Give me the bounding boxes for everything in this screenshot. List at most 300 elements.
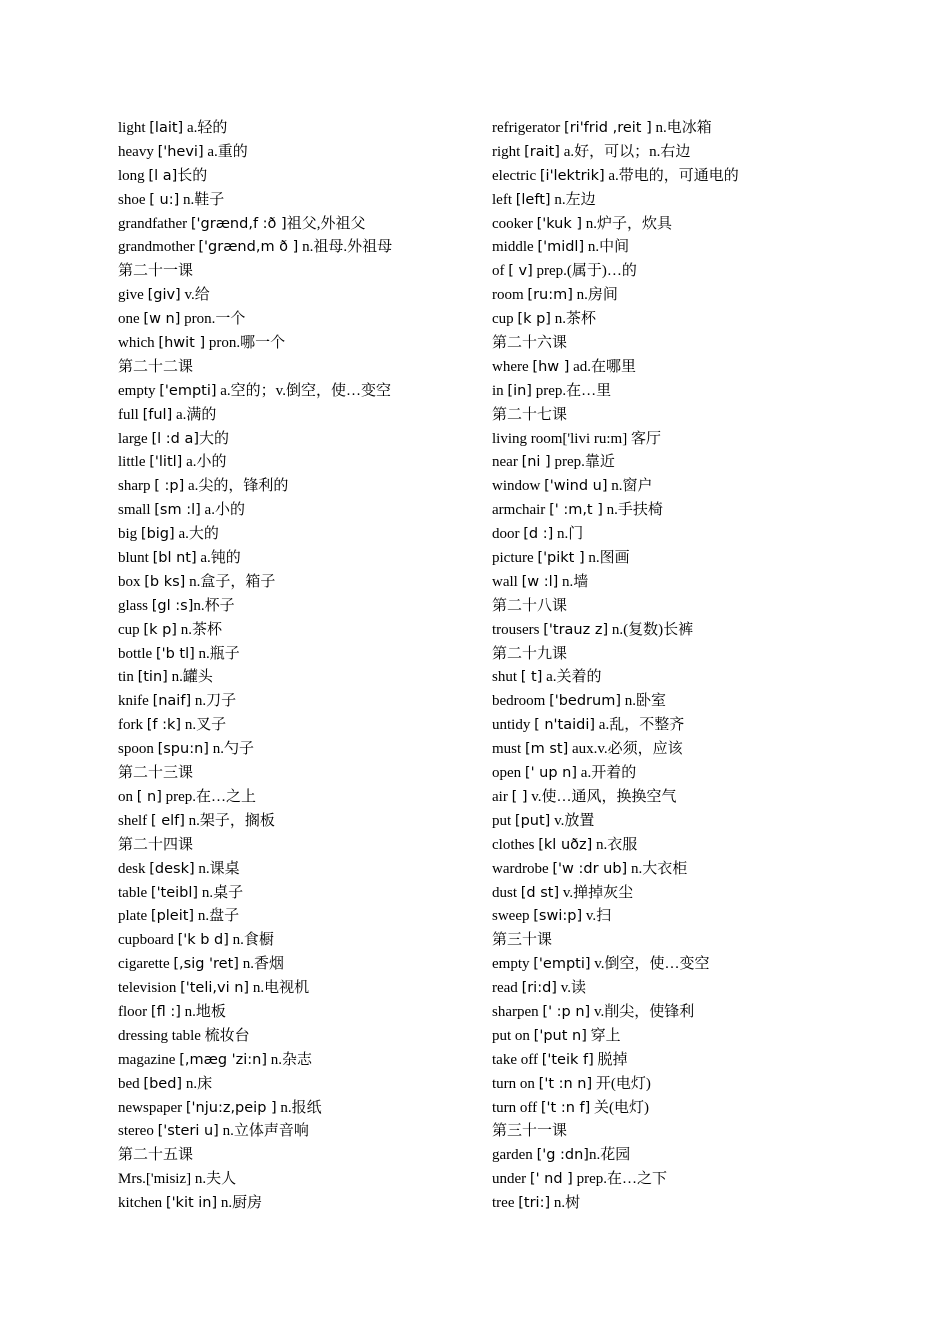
phonetic: [hw ] (532, 358, 570, 375)
phonetic: [ni ] (521, 454, 551, 471)
right-column (492, 117, 872, 1216)
definition: v.给 (180, 287, 210, 304)
vocab-entry (492, 905, 872, 929)
phonetic: ['empti] (533, 956, 591, 973)
phonetic: [' :m,t ] (549, 502, 603, 519)
vocab-word: 第二十六课 (492, 335, 568, 352)
vocab-entry (118, 1025, 478, 1049)
vocab-word: fork (118, 717, 147, 734)
definition: n.花园 (588, 1147, 631, 1164)
vocab-entry (118, 380, 478, 404)
vocab-entry (118, 810, 478, 834)
vocab-entry (118, 1001, 478, 1025)
phonetic: [d :] (523, 526, 554, 543)
vocab-entry (118, 475, 478, 499)
vocab-word: clothes (492, 836, 539, 853)
vocab-word: door (492, 526, 524, 543)
definition: n.手扶椅 (602, 502, 663, 519)
vocab-entry (492, 595, 872, 619)
phonetic: [fl :] (150, 1003, 181, 1020)
definition: 客厅 (627, 430, 661, 447)
vocab-word: empty (118, 382, 160, 399)
phonetic: [ v] (508, 263, 533, 280)
vocab-word: middle (492, 239, 538, 256)
vocab-word: near (492, 454, 522, 471)
vocab-word: grandmother (118, 239, 199, 256)
vocab-word: wall (492, 573, 522, 590)
definition: n.叉子 (181, 717, 227, 734)
phonetic: [k p] (517, 311, 551, 328)
definition: n.鞋子 (179, 191, 225, 208)
phonetic: ['grænd,m ð ] (198, 239, 299, 256)
definition: a.钝的 (196, 550, 241, 567)
definition: n.盒子，箱子 (185, 573, 276, 590)
vocab-word: window (492, 478, 545, 495)
definition: a.大的 (174, 526, 219, 543)
vocab-word: blunt (118, 550, 153, 567)
vocab-entry (118, 356, 478, 380)
vocab-word: of (492, 263, 509, 280)
phonetic: [d st] (520, 884, 560, 901)
left-column (118, 117, 478, 1216)
vocab-entry (118, 547, 478, 571)
vocab-entry (492, 499, 872, 523)
vocab-entry (492, 810, 872, 834)
definition: n.罐头 (167, 669, 213, 686)
definition: n.课桌 (194, 860, 240, 877)
vocab-word: knife (118, 693, 153, 710)
phonetic: [' up n] (524, 765, 578, 782)
phonetic: ['kit in] (165, 1195, 218, 1212)
vocab-entry (118, 1049, 478, 1073)
vocab-entry (492, 1073, 872, 1097)
definition: a.重的 (203, 143, 248, 160)
vocab-word: television (118, 980, 181, 997)
phonetic: [b ks] (144, 573, 186, 590)
vocab-entry (118, 428, 478, 452)
vocab-entry (492, 977, 872, 1001)
vocab-entry (492, 475, 872, 499)
definition: v.读 (556, 980, 586, 997)
vocab-entry (492, 1025, 872, 1049)
phonetic: [spu:n] (157, 741, 209, 758)
definition: prep.在…里 (531, 382, 612, 399)
vocab-word: grandfather (118, 215, 191, 232)
vocab-word: living room['livi ru:m] (492, 430, 628, 447)
vocab-entry (492, 332, 872, 356)
vocab-word: 第二十五课 (118, 1147, 194, 1164)
phonetic: ['k b d] (177, 932, 229, 949)
phonetic: [' :p n] (542, 1003, 591, 1020)
vocab-word: garden (492, 1147, 537, 1164)
vocab-entry (492, 834, 872, 858)
phonetic: [ful] (142, 406, 173, 423)
vocab-word: take off (492, 1051, 542, 1068)
vocab-word: in (492, 382, 508, 399)
vocab-word: where (492, 358, 533, 375)
definition: n.杂志 (267, 1051, 313, 1068)
vocab-entry (492, 929, 872, 953)
definition: n.卧室 (620, 693, 666, 710)
definition: aux.v.必须，应该 (568, 741, 683, 758)
definition: n.厨房 (217, 1195, 263, 1212)
vocab-word: full (118, 406, 143, 423)
vocab-entry (118, 834, 478, 858)
phonetic: [,sig 'ret] (173, 956, 239, 973)
phonetic: ['g :dn] (536, 1147, 589, 1164)
vocab-word: open (492, 765, 525, 782)
phonetic: [f :k] (146, 717, 182, 734)
definition: n.勺子 (208, 741, 254, 758)
definition: v.放置 (550, 812, 595, 829)
phonetic: [ u:] (149, 191, 180, 208)
phonetic: [ ] (511, 788, 528, 805)
phonetic: [giv] (147, 287, 181, 304)
vocab-word: floor (118, 1003, 151, 1020)
vocab-word: which (118, 335, 159, 352)
vocab-word: 第三十课 (492, 932, 553, 949)
vocab-word: small (118, 502, 155, 519)
definition: a.关着的 (542, 669, 602, 686)
vocab-word: cigarette (118, 956, 174, 973)
definition: v.扫 (582, 908, 612, 925)
vocab-entry (118, 451, 478, 475)
vocab-entry (492, 165, 872, 189)
vocab-entry (492, 786, 872, 810)
definition: 穿上 (586, 1027, 621, 1044)
definition: prep.(属于)…的 (532, 263, 637, 280)
vocab-word: dressing table 梳妆台 (118, 1027, 250, 1044)
vocab-entry (118, 690, 478, 714)
vocab-word: give (118, 287, 148, 304)
vocab-entry (492, 1120, 872, 1144)
definition: 关(电灯) (590, 1099, 650, 1116)
phonetic: ['hevi] (157, 143, 204, 160)
vocab-word: armchair (492, 502, 550, 519)
phonetic: [tri:] (518, 1195, 551, 1212)
phonetic: [lait] (149, 120, 184, 136)
definition: prep.在…之下 (572, 1171, 667, 1188)
definition: 开(电灯) (592, 1075, 651, 1092)
definition: n.床 (182, 1075, 213, 1092)
vocab-entry (492, 1001, 872, 1025)
vocab-word: tree (492, 1195, 519, 1212)
phonetic: [ elf] (150, 812, 185, 829)
definition: n.盘子 (194, 908, 240, 925)
phonetic: ['w :dr ub] (552, 860, 628, 877)
vocab-word: 第二十二课 (118, 358, 194, 375)
definition: pron.一个 (180, 311, 246, 328)
vocab-word: cup (118, 621, 144, 638)
definition: n.杯子 (193, 597, 235, 614)
definition: a.轻的 (183, 120, 228, 136)
vocab-entry (118, 786, 478, 810)
definition: a.开着的 (577, 765, 637, 782)
vocab-entry (118, 189, 478, 213)
vocab-entry (492, 643, 872, 667)
definition: prep.靠近 (550, 454, 615, 471)
phonetic: ['wind u] (544, 478, 608, 495)
vocab-word: little (118, 454, 150, 471)
vocab-word: shelf (118, 812, 151, 829)
vocab-entry (118, 236, 478, 260)
vocab-word: table (118, 884, 151, 901)
definition: a.空的；v.倒空，使…变空 (216, 382, 391, 399)
phonetic: ['teik f] (541, 1051, 594, 1068)
vocab-entry (118, 499, 478, 523)
definition: n.图画 (584, 550, 630, 567)
vocab-word: Mrs.['misiz] (118, 1171, 192, 1188)
vocab-entry (492, 666, 872, 690)
vocab-entry (492, 523, 872, 547)
phonetic: [pleit] (150, 908, 195, 925)
vocab-word: 第二十一课 (118, 263, 194, 280)
definition: a.小的 (182, 454, 227, 471)
definition: a.小的 (200, 502, 245, 519)
definition: n.瓶子 (194, 645, 240, 662)
definition: a.乱，不整齐 (595, 717, 685, 734)
definition: n.大衣柜 (627, 860, 688, 877)
definition: 脱掉 (593, 1051, 628, 1068)
phonetic: [i'lektrik] (539, 167, 605, 184)
phonetic: [kl uðz] (538, 836, 593, 853)
vocab-entry (492, 451, 872, 475)
vocab-entry (118, 284, 478, 308)
vocab-word: light (118, 120, 150, 136)
vocab-word: on (118, 788, 137, 805)
vocab-entry (492, 117, 872, 141)
phonetic: [sm :l] (154, 502, 201, 519)
definition: n.夫人 (191, 1171, 237, 1188)
phonetic: ['nju:z,peip ] (185, 1099, 277, 1116)
vocab-word: desk (118, 860, 150, 877)
vocab-word: bed (118, 1075, 144, 1092)
phonetic: ['kuk ] (536, 215, 583, 232)
vocab-word: plate (118, 908, 151, 925)
definition: n.炉子，炊具 (582, 215, 673, 232)
definition: n.食橱 (228, 932, 274, 949)
phonetic: ['put n] (533, 1027, 587, 1044)
vocab-entry (492, 213, 872, 237)
vocab-entry (118, 905, 478, 929)
definition: 祖父,外祖父 (286, 215, 366, 232)
definition: v.使…通风，换换空气 (527, 788, 677, 805)
vocab-entry (492, 762, 872, 786)
vocab-word: untidy (492, 717, 535, 734)
vocab-word: empty (492, 956, 534, 973)
phonetic: [m st] (524, 741, 569, 758)
definition: ad.在哪里 (569, 358, 637, 375)
vocab-entry (492, 547, 872, 571)
phonetic: [' nd ] (529, 1171, 573, 1188)
phonetic: [ n'taidi] (534, 717, 596, 734)
definition: pron.哪一个 (205, 335, 286, 352)
phonetic: [in] (507, 382, 532, 399)
vocab-entry (118, 523, 478, 547)
vocab-entry (492, 1144, 872, 1168)
vocab-entry (492, 619, 872, 643)
vocab-word: picture (492, 550, 538, 567)
vocab-word: right (492, 143, 525, 160)
vocab-word: must (492, 741, 525, 758)
definition: n.茶杯 (176, 621, 222, 638)
vocab-word: put on (492, 1027, 534, 1044)
phonetic: [ru:m] (527, 287, 573, 304)
vocab-word: big (118, 526, 141, 543)
vocab-entry (118, 666, 478, 690)
vocab-entry (118, 1168, 478, 1192)
phonetic: ['teibl] (150, 884, 199, 901)
vocab-entry (492, 1168, 872, 1192)
definition: a.尖的，锋利的 (184, 478, 289, 495)
vocab-entry (118, 571, 478, 595)
phonetic: [bl nt] (152, 550, 197, 567)
vocab-word: shut (492, 669, 521, 686)
phonetic: ['litl] (149, 454, 183, 471)
vocab-entry (492, 1192, 872, 1216)
vocab-entry (118, 929, 478, 953)
definition: n.报纸 (276, 1099, 322, 1116)
vocab-word: stereo (118, 1123, 158, 1140)
vocab-word: electric (492, 167, 540, 184)
vocab-word: sharpen (492, 1003, 543, 1020)
vocab-word: sharp (118, 478, 155, 495)
definition: n.电冰箱 (651, 120, 712, 136)
phonetic: [tin] (137, 669, 168, 686)
definition: v.削尖，使锋利 (590, 1003, 695, 1020)
vocab-entry (492, 571, 872, 595)
vocab-word: bedroom (492, 693, 550, 710)
phonetic: [l a] (148, 167, 178, 184)
definition: n.中间 (584, 239, 630, 256)
vocab-word: put (492, 812, 515, 829)
phonetic: [desk] (149, 860, 195, 877)
vocab-entry (492, 308, 872, 332)
definition: prep.在…之上 (161, 788, 257, 805)
phonetic: ['bedrum] (549, 693, 621, 710)
vocab-word: kitchen (118, 1195, 166, 1212)
vocab-word: large (118, 430, 152, 447)
vocab-entry (118, 1192, 478, 1216)
definition: n.茶杯 (550, 311, 596, 328)
vocab-word: cupboard (118, 932, 178, 949)
vocab-word: cup (492, 311, 518, 328)
vocab-word: read (492, 980, 522, 997)
vocab-entry (118, 882, 478, 906)
definition: n.窗户 (607, 478, 653, 495)
vocab-entry (492, 380, 872, 404)
vocab-entry (492, 260, 872, 284)
vocab-word: sweep (492, 908, 534, 925)
vocab-word: refrigerator (492, 120, 565, 136)
definition: n.架子，搁板 (184, 812, 275, 829)
vocab-word: 第二十三课 (118, 765, 194, 782)
vocab-word: one (118, 311, 144, 328)
definition: n.(复数)长裤 (608, 621, 694, 638)
definition: n.地板 (180, 1003, 226, 1020)
vocab-word: cooker (492, 215, 537, 232)
vocab-entry (492, 690, 872, 714)
phonetic: [left] (515, 191, 551, 208)
vocab-word: turn off (492, 1099, 541, 1116)
definition: a.带电的，可通电的 (604, 167, 739, 184)
vocab-word: tin (118, 669, 138, 686)
vocab-entry (118, 165, 478, 189)
definition: n.房间 (572, 287, 618, 304)
vocab-entry (492, 428, 872, 452)
definition: 大的 (199, 430, 230, 447)
vocab-word: under (492, 1171, 530, 1188)
definition: n.祖母.外祖母 (298, 239, 393, 256)
phonetic: ['t :n n] (538, 1075, 593, 1092)
vocab-entry (118, 1073, 478, 1097)
phonetic: [k p] (143, 621, 177, 638)
phonetic: [ :p] (154, 478, 185, 495)
phonetic: [ t] (520, 669, 543, 686)
vocab-word: 第三十一课 (492, 1123, 568, 1140)
phonetic: [,mæg 'zi:n] (179, 1051, 268, 1068)
vocab-entry (118, 738, 478, 762)
definition: v.掸掉灰尘 (559, 884, 634, 901)
vocab-word: bottle (118, 645, 156, 662)
vocab-entry (118, 117, 478, 141)
phonetic: [put] (514, 812, 551, 829)
phonetic: [w :l] (521, 573, 559, 590)
vocab-entry (492, 189, 872, 213)
phonetic: ['grænd,f :ð ] (190, 215, 287, 232)
definition: n.树 (550, 1195, 581, 1212)
vocab-entry (118, 1097, 478, 1121)
phonetic: [rait] (524, 143, 560, 160)
vocab-entry (118, 332, 478, 356)
phonetic: ['midl] (537, 239, 585, 256)
vocab-entry (492, 141, 872, 165)
phonetic: [gl :s] (151, 597, 194, 614)
vocab-word: long (118, 167, 149, 184)
vocab-entry (492, 858, 872, 882)
vocab-word: 第二十四课 (118, 836, 194, 853)
vocab-entry (118, 858, 478, 882)
vocab-word: glass (118, 597, 152, 614)
vocab-entry (118, 714, 478, 738)
phonetic: [ n] (136, 788, 162, 805)
vocab-word: magazine (118, 1051, 180, 1068)
definition: a.好，可以；n.右边 (559, 143, 691, 160)
vocab-entry (492, 356, 872, 380)
vocab-word: spoon (118, 741, 158, 758)
vocab-entry (118, 1120, 478, 1144)
definition: n.桌子 (198, 884, 244, 901)
vocab-word: newspaper (118, 1099, 186, 1116)
vocab-entry (118, 141, 478, 165)
phonetic: ['trauz z] (543, 621, 609, 638)
definition: n.立体声音响 (218, 1123, 309, 1140)
vocab-entry (118, 595, 478, 619)
definition: n.墙 (558, 573, 589, 590)
definition: n.电视机 (249, 980, 310, 997)
phonetic: [ri'frid ,reit ] (564, 120, 652, 136)
vocab-word: shoe (118, 191, 150, 208)
phonetic: ['b tl] (155, 645, 195, 662)
vocab-entry (492, 236, 872, 260)
phonetic: [w n] (143, 311, 181, 328)
vocab-entry (118, 643, 478, 667)
definition: n.衣服 (592, 836, 638, 853)
vocab-entry (118, 977, 478, 1001)
vocab-entry (492, 738, 872, 762)
vocab-entry (492, 714, 872, 738)
vocab-word: air (492, 788, 512, 805)
